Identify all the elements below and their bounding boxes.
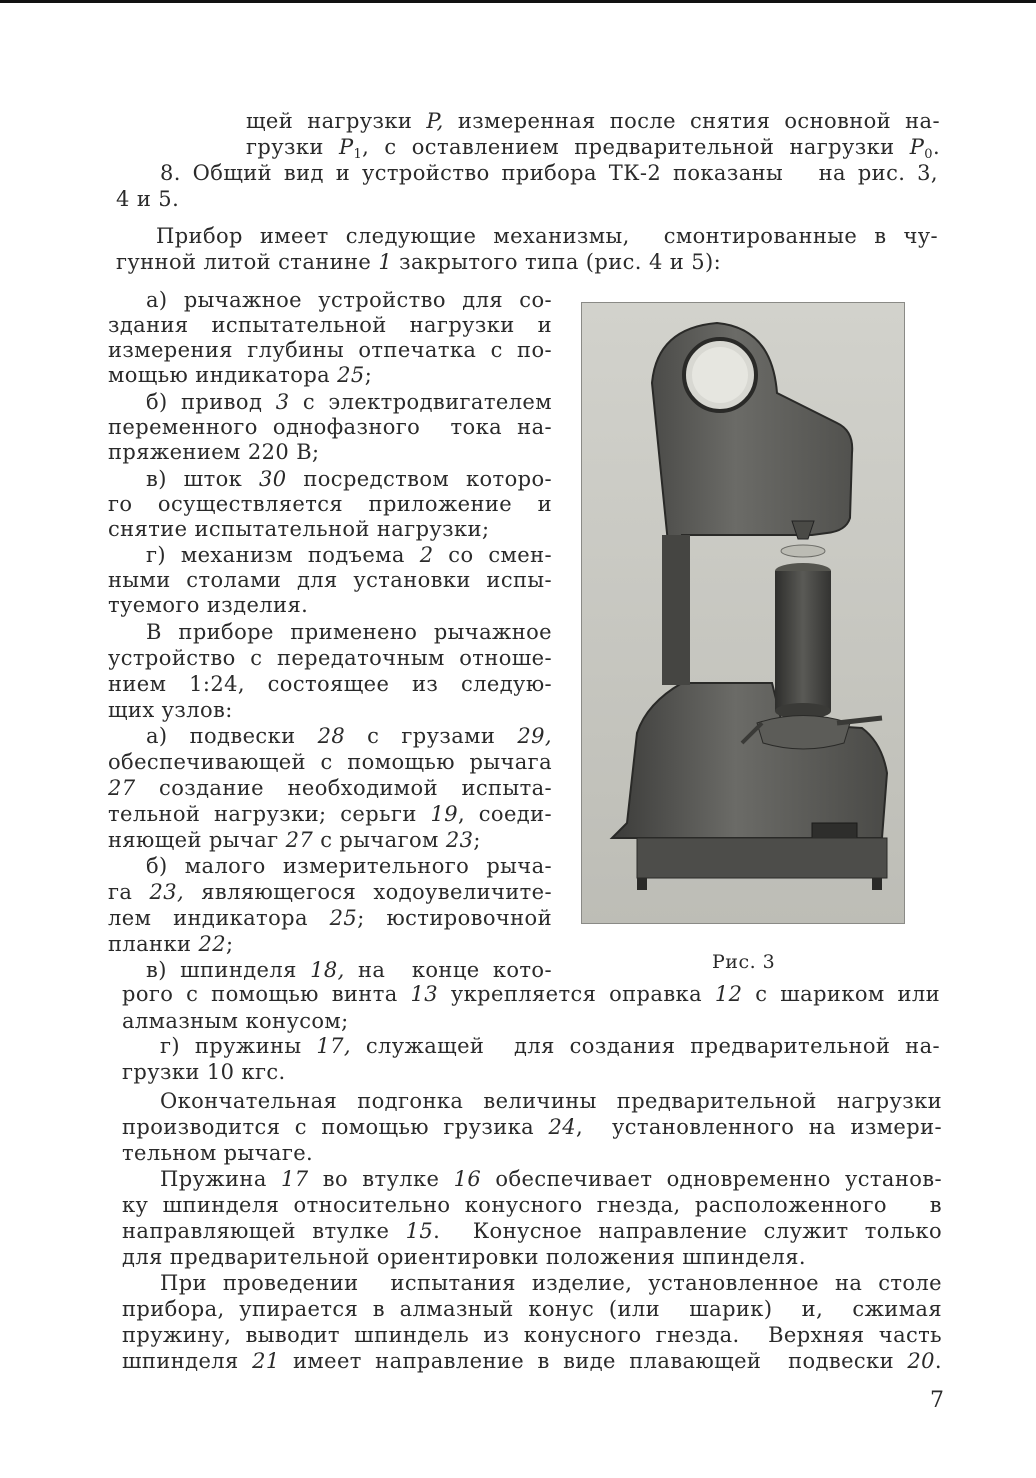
- text-line: Окончательная подгонка величины предварительной нагрузки: [160, 1089, 942, 1113]
- text-line: для предварительной ориентировки положения шпинделя.: [122, 1245, 806, 1269]
- text-line: мощью индикатора 25;: [108, 363, 373, 387]
- text-line: гунной литой станине 1 закрытого типа (рис. 4 и 5):: [116, 250, 722, 274]
- text-line: ку шпинделя относительно конусного гнезда, расположенного в: [122, 1193, 942, 1217]
- text-line: шпинделя 21 имеет направление в виде плавающей подвески 20.: [122, 1349, 942, 1373]
- text-line: тельном рычаге.: [122, 1141, 314, 1165]
- text-line: ными столами для установки испы-: [108, 568, 552, 592]
- text-line: рого с помощью винта 13 укрепляется оправка 12 с шариком или: [122, 982, 940, 1006]
- text-line: 8. Общий вид и устройство прибора ТК-2 показаны на рис. 3,: [160, 161, 938, 185]
- text-line: тельной нагрузки; серьги 19, соеди-: [108, 802, 553, 826]
- text-line: га 23, являющегося ходоувеличите-: [108, 880, 552, 904]
- text-line: нием 1:24, состоящее из следую-: [108, 672, 552, 696]
- text-line: алмазным конусом;: [122, 1009, 349, 1033]
- text-line: здания испытательной нагрузки и: [108, 313, 552, 337]
- text-line: снятие испытательной нагрузки;: [108, 517, 490, 541]
- text-line: г) пружины 17, служащей для создания предварительной на-: [160, 1034, 940, 1058]
- text-line: г) механизм подъема 2 со смен-: [146, 543, 552, 567]
- text-line: а) рычажное устройство для со-: [146, 288, 552, 312]
- text-line: го осуществляется приложение и: [108, 492, 552, 516]
- text-line: няющей рычаг 27 с рычагом 23;: [108, 828, 481, 852]
- text-line: направляющей втулке 15. Конусное направление служит только: [122, 1219, 942, 1243]
- text-line: планки 22;: [108, 932, 234, 956]
- text-line: Пружина 17 во втулке 16 обеспечивает одновременно установ-: [160, 1167, 942, 1191]
- text-line: в) шток 30 посредством которо-: [146, 467, 552, 491]
- text-line: прибора, упирается в алмазный конус (или шарик) и, сжимая: [122, 1297, 942, 1321]
- text-line: лем индикатора 25; юстировочной: [108, 906, 552, 930]
- text-line: б) малого измерительного рыча-: [146, 854, 552, 878]
- text-line: б) привод 3 с электродвигателем: [146, 390, 552, 414]
- text-line: При проведении испытания изделие, установленное на столе: [160, 1271, 942, 1295]
- page-number: 7: [930, 1388, 944, 1413]
- text-line: туемого изделия.: [108, 593, 309, 617]
- text-line: пружину, выводит шпиндель из конусного гнезда. Верхняя часть: [122, 1323, 942, 1347]
- text-line: обеспечивающей с помощью рычага: [108, 750, 552, 774]
- text-line: пряжением 220 В;: [108, 440, 320, 464]
- text-line: Прибор имеет следующие механизмы, смонтированные в чу-: [156, 224, 938, 248]
- figure-caption: Рис. 3: [712, 951, 776, 973]
- hardness-tester-illustration: [582, 303, 905, 924]
- text-line: а) подвески 28 с грузами 29,: [146, 724, 552, 748]
- figure-hardness-tester-photo: [581, 302, 905, 924]
- text-line: щих узлов:: [108, 698, 233, 722]
- text-line: производится с помощью грузика 24, установленного на измери-: [122, 1115, 942, 1139]
- text-line: переменного однофазного тока на-: [108, 415, 552, 439]
- text-line: измерения глубины отпечатка с по-: [108, 338, 552, 362]
- text-line: 27 создание необходимой испыта-: [108, 776, 552, 800]
- text-line: устройство с передаточным отноше-: [108, 646, 552, 670]
- text-line: грузки $P_1$, с оставлением предварительной нагрузки $P_0$.: [246, 135, 941, 162]
- text-line: В приборе применено рычажное: [146, 620, 552, 644]
- text-line: грузки 10 кгс.: [122, 1060, 286, 1084]
- text-line: в) шпинделя 18, на конце кото-: [146, 958, 552, 982]
- text-line: щей нагрузки P, измеренная после снятия основной на-: [246, 109, 940, 133]
- text-line: 4 и 5.: [116, 187, 180, 211]
